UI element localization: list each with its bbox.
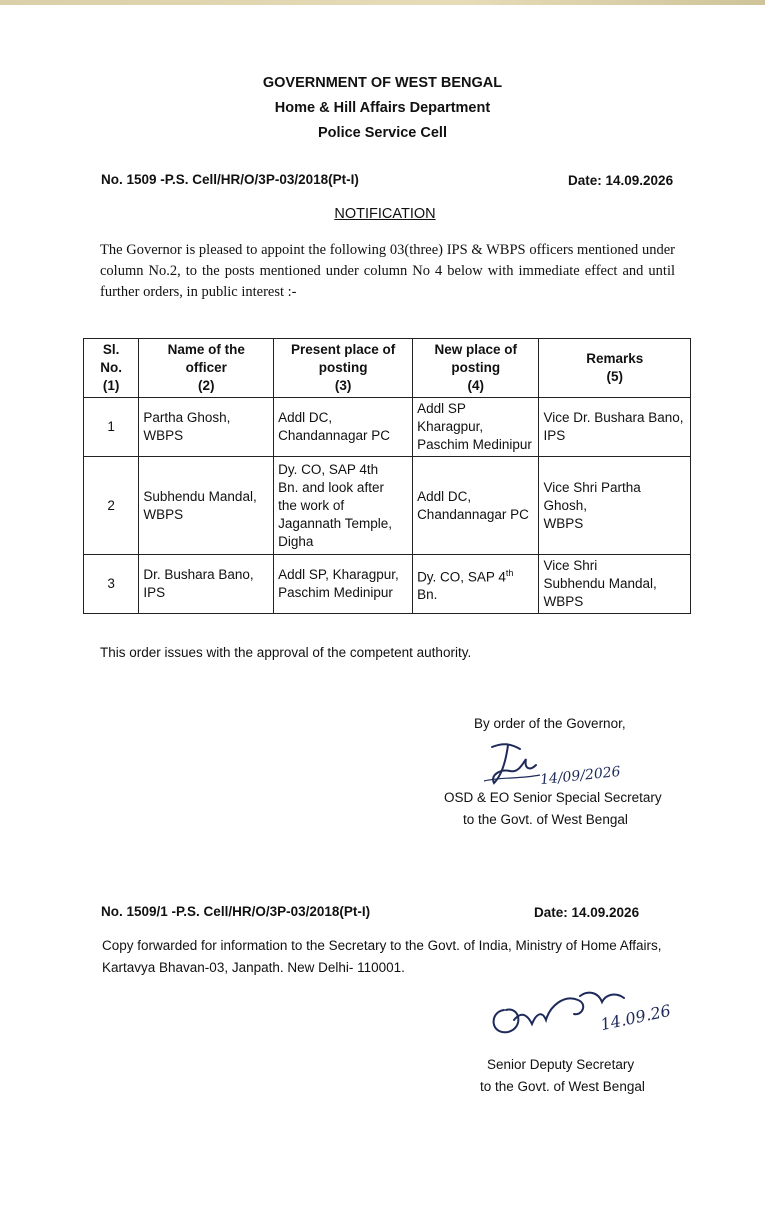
cell-remarks: Vice Shri Subhendu Mandal, WBPS (539, 555, 691, 614)
copy-text-line2: Kartavya Bhavan-03, Janpath. New Delhi- 110001. (102, 960, 405, 975)
approval-text: This order issues with the approval of the competent authority. (100, 645, 472, 660)
cell-name: Dr. Bushara Bano, IPS (139, 555, 274, 614)
cell-present: Addl SP, Kharagpur, Paschim Medinipur (274, 555, 413, 614)
cell-sl: 2 (84, 457, 139, 555)
cell-present: Addl DC, Chandannagar PC (274, 398, 413, 457)
signatory-2-title: Senior Deputy Secretary (487, 1057, 635, 1072)
col-header-name: Name of the officer (2) (139, 339, 274, 398)
header-cell: Police Service Cell (318, 125, 447, 141)
order-date: Date: 14.09.2026 (568, 173, 674, 188)
signatory-1-govt: to the Govt. of West Bengal (463, 812, 628, 827)
copy-date: Date: 14.09.2026 (534, 905, 640, 920)
copy-text-line1: Copy forwarded for information to the Secretary to the Govt. of India, Ministry of Home Affairs, (102, 938, 662, 953)
header-department: Home & Hill Affairs Department (274, 100, 491, 116)
signatory-2-govt: to the Govt. of West Bengal (480, 1079, 645, 1094)
table-header-row (84, 339, 691, 398)
signatory-1-title: OSD & EO Senior Special Secretary (444, 790, 662, 805)
order-number: No. 1509 -P.S. Cell/HR/O/3P-03/2018(Pt-I) (101, 172, 359, 187)
cell-sl: 3 (84, 555, 139, 614)
cell-new: Addl SP Kharagpur, Paschim Medinipur (413, 398, 539, 457)
notification-title: NOTIFICATION (334, 206, 436, 222)
col-header-present: Present place of posting (3) (274, 339, 413, 398)
table-row (84, 555, 691, 614)
posting-table (83, 338, 691, 614)
by-order-text: By order of the Governor, (474, 716, 626, 731)
notification-body: The Governor is pleased to appoint the following 03(three) IPS & WBPS officers mentioned under column No.2, to the posts mentioned under column No 4 below with immediate effect and until further orders, in public interest :- (100, 242, 675, 300)
table-row (84, 398, 691, 457)
cell-name: Subhendu Mandal, WBPS (139, 457, 274, 555)
col-header-remarks: Remarks (5) (539, 339, 691, 398)
cell-name: Partha Ghosh, WBPS (139, 398, 274, 457)
cell-remarks: Vice Dr. Bushara Bano, IPS (539, 398, 691, 457)
cell-new: Dy. CO, SAP 4th Bn. (413, 555, 539, 614)
table-row (84, 457, 691, 555)
signature-1-date: 14/09/2026 (539, 763, 622, 789)
copy-number: No. 1509/1 -P.S. Cell/HR/O/3P-03/2018(Pt-I) (101, 904, 371, 919)
cell-sl: 1 (84, 398, 139, 457)
scan-top-edge (0, 0, 765, 5)
col-header-new: New place of posting (4) (413, 339, 539, 398)
cell-remarks: Vice Shri Partha Ghosh, WBPS (539, 457, 691, 555)
cell-present: Dy. CO, SAP 4th Bn. and look after the work of Jagannath Temple, Digha (274, 457, 413, 555)
col-header-sl: Sl. No. (1) (84, 339, 139, 398)
signature-2-date: 14.09.26 (598, 1000, 673, 1035)
header-government: GOVERNMENT OF WEST BENGAL (262, 75, 503, 91)
cell-new: Addl DC, Chandannagar PC (413, 457, 539, 555)
